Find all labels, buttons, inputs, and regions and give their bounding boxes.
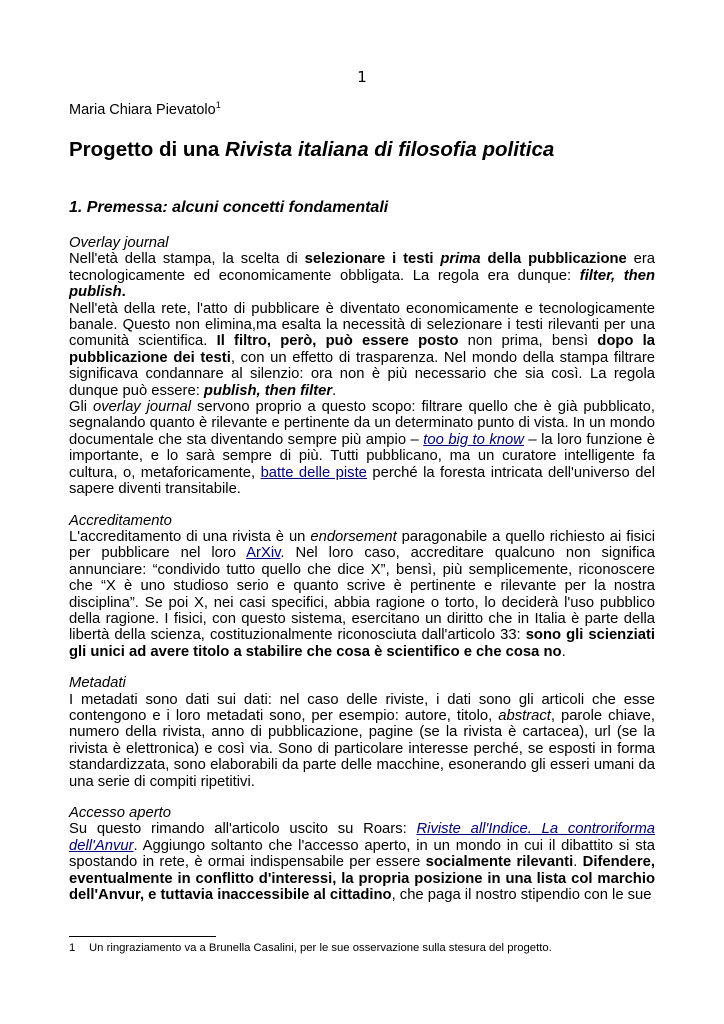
link-arxiv[interactable]: ArXiv xyxy=(246,545,281,562)
footnote-number: 1 xyxy=(69,942,76,954)
paragraph: Su questo rimando all'articolo uscito su Roars: Riviste all'Indice. La controriforma dell'Anvur. Aggiungo soltanto che l'accesso aperto, in un mondo in cui il dibattito si sta spostando in rete, è ormai indispensabile per essere socialmente rilevanti. Difendere, eventualmente in conflitto d'interessi, la propria posizione in una lista col marchio dell'Anvur, e tuttavia inaccessibile al cittadino, che paga il nostro stipendio con le sue xyxy=(69,821,656,904)
title-prefix: Progetto di una xyxy=(69,138,226,161)
paragraph: Gli overlay journal servono proprio a questo scopo: filtrare quello che è già pubblicato, segnalando quanto è rilevante e pertinente da un determinato punto di vista. In un mondo documentale che sta diventando sempre più ampio – too big to know – la loro funzione è importante, e lo sarà sempre di più. Tutti pubblicano, ma un curatore intelligente fa cultura, o, metaforicamente, batte delle piste perché la foresta intricata dell'universo del sapere diventi transitabile. xyxy=(69,399,655,498)
footnote-ref[interactable]: 1 xyxy=(215,100,221,111)
footnote-divider xyxy=(69,936,216,937)
document-body xyxy=(69,100,655,903)
paragraph: Nell'età della stampa, la scelta di selezionare i testi prima della pubblicazione era tecnologicamente ed economicamente obbligata. La regola era dunque: filter, then publish. xyxy=(69,251,655,301)
document-title xyxy=(69,136,655,164)
section-overlay-journal xyxy=(69,235,655,498)
section-metadati xyxy=(69,675,655,790)
author-name: Maria Chiara Pievatolo xyxy=(69,102,216,118)
paragraph: I metadati sono dati sui dati: nel caso delle riviste, i dati sono gli articoli che esse contengono e i loro metadati sono, per esempio: autore, titolo, abstract, parole chiave, numero della rivista, anno di pubblicazione, pagine (se la rivista è cartacea), url (se la rivista è elettronica) e così via. Sono di particolare interesse perché, se esposti in forma standardizzata, sono elaborabili da parte delle macchine, esonerando gli esseri umani da una serie di compiti ripetitivi. xyxy=(69,691,655,790)
section-accesso-aperto xyxy=(69,805,655,903)
link-too-big-to-know[interactable]: too big to know xyxy=(423,431,524,448)
footnote-1 xyxy=(69,941,552,955)
footnote-text: Un ringraziamento va a Brunella Casalini, per le sue osservazione sulla stesura del progetto. xyxy=(89,942,552,954)
subheading-accreditamento: Accreditamento xyxy=(69,512,172,529)
link-riviste-all-indice[interactable]: Riviste all'Indice. La controriforma dell'Anvur xyxy=(69,821,656,854)
section-title: 1. Premessa: alcuni concetti fondamentali xyxy=(69,199,389,216)
subheading-metadati: Metadati xyxy=(69,675,126,692)
page-number: 1 xyxy=(357,68,367,86)
subheading-accesso-aperto: Accesso aperto xyxy=(69,805,171,821)
link-batte-delle-piste[interactable]: batte delle piste xyxy=(260,464,367,481)
section-accreditamento xyxy=(69,513,655,661)
title-italic: Rivista italiana di filosofia politica xyxy=(225,138,555,161)
subheading-overlay-journal: Overlay journal xyxy=(69,235,169,251)
paragraph: Nell'età della rete, l'atto di pubblicare è diventato economicamente e tecnologicamente banale. Questo non elimina,ma esalta la necessità di selezionare i testi rilevanti per una comunità scientifica. Il filtro, però, può essere posto non prima, bensì dopo la pubblicazione dei testi, con un effetto di trasparenza. Nel mondo della stampa filtrare significava condannare al silenzio: ora non è più necessario che sia così. La regola dunque può essere: publish, then filter. xyxy=(69,300,656,399)
paragraph: L'accreditamento di una rivista è un endorsement paragonabile a quello richiesto ai fisici per pubblicare nel loro ArXiv. Nel loro caso, accreditare qualcuno non significa annunciare: “condivido tutto quello che dice X”, bensì, più semplicemente, riconoscere che “X è uno studioso serio e quanto scrive è pertinente e rilevante per la nostra disciplina”. Se poi X, nei casi specifici, abbia ragione o torto, lo deciderà l'uso pubblico della ragione. I fisici, con questo sistema, esercitano un diritto che in Italia è parte della libertà della scienza, costituzionalmente riconosciuta dall'articolo 33: sono gli scienziati gli unici ad avere titolo a stabilire che cosa è scientifico e che cosa no. xyxy=(69,528,656,660)
author-line xyxy=(69,100,655,120)
